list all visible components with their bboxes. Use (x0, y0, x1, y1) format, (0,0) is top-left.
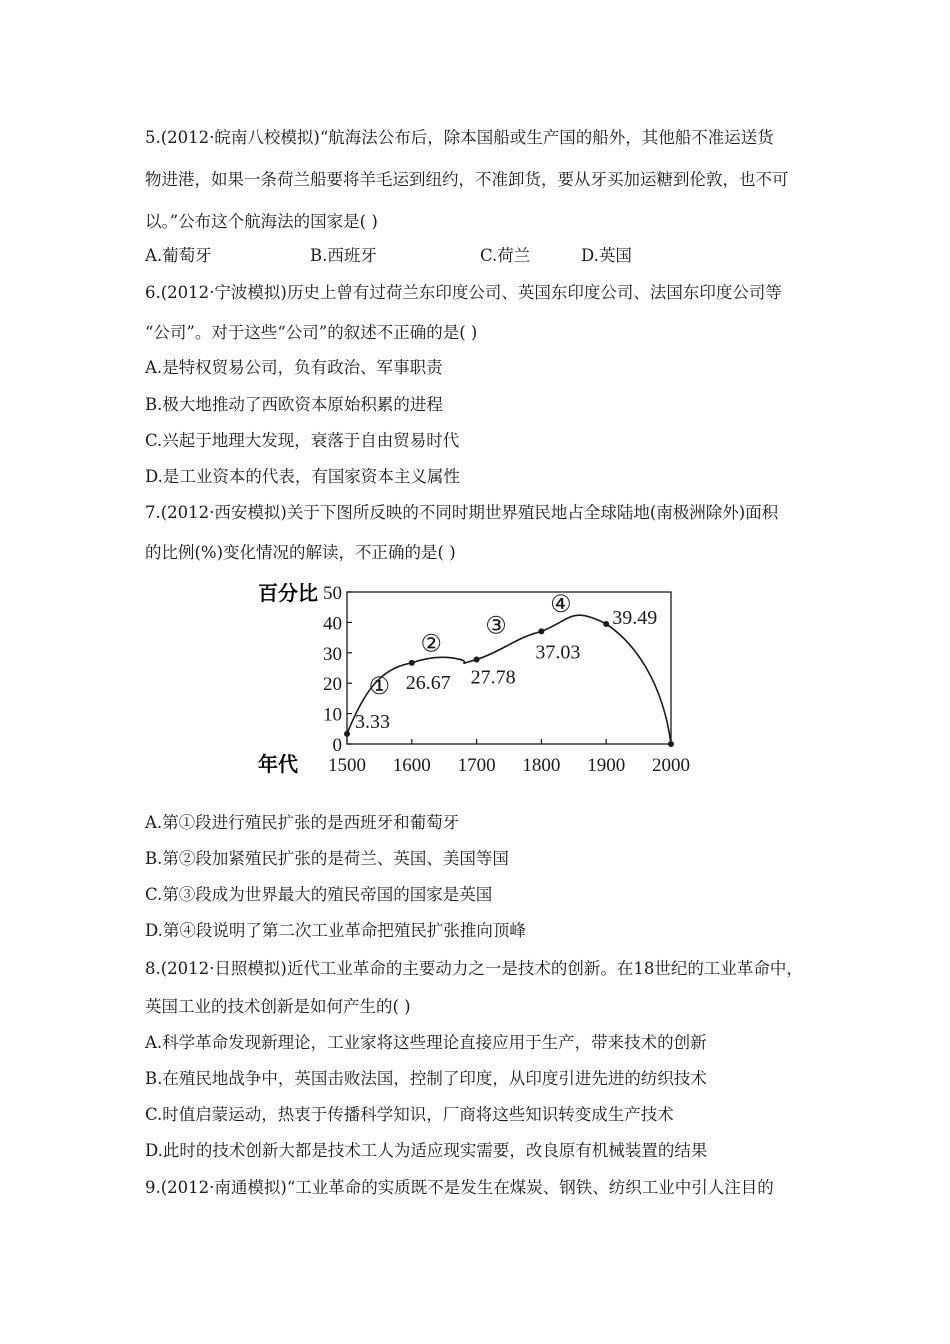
chart-points (344, 607, 674, 747)
chart-y-tick-label: 40 (323, 613, 342, 635)
chart-data-point (668, 741, 674, 747)
chart-data-point (538, 628, 544, 634)
q6-option-d: D.是工业资本的代表，有国家资本主义属性 (145, 467, 460, 486)
chart-segment-label: ① (368, 674, 391, 701)
chart-data-point (409, 660, 415, 666)
q7-option-b: B.第②段加紧殖民扩张的是荷兰、英国、美国等国 (145, 849, 509, 868)
chart-x-tick-label: 1600 (392, 755, 431, 776)
chart-x-tick-label: 1800 (522, 755, 561, 776)
chart-data-label: 39.49 (612, 606, 658, 629)
q5-option-c: C.荷兰 (480, 246, 531, 265)
q7-option-a: A.第①段进行殖民扩张的是西班牙和葡萄牙 (145, 813, 460, 832)
chart-data-label: 27.78 (470, 666, 516, 689)
chart-ylabel: 百分比 (258, 583, 318, 605)
q6-option-c: C.兴起于地理大发现，衰落于自由贸易时代 (145, 431, 460, 450)
q6-option-b: B.极大地推动了西欧资本原始积累的进程 (145, 395, 443, 414)
chart-xlabel: 年代 (258, 754, 298, 776)
chart-y-tick-label: 50 (323, 583, 342, 604)
chart-data-point (603, 621, 609, 627)
q5-option-b: B.西班牙 (310, 246, 377, 265)
q8-option-c: C.时值启蒙运动，热衷于传播科学知识，厂商将这些知识转变成生产技术 (145, 1105, 674, 1124)
q5-line-3: 以。”公布这个航海法的国家是( ) (145, 212, 378, 231)
chart-y-tick-label: 20 (323, 674, 342, 696)
chart-data-label: 26.67 (405, 671, 451, 694)
q6-line-2: “公司”。对于这些“公司”的叙述不正确的是( ) (145, 323, 478, 342)
q8-line-1: 8.(2012·日照模拟)近代工业革命的主要动力之一是技术的创新。在18世纪的工业革命中， (145, 959, 803, 978)
q7-line-2: 的比例(%)变化情况的解读，不正确的是( ) (145, 543, 456, 562)
q5-options (145, 245, 745, 267)
chart-x-tick-label: 2000 (652, 755, 690, 776)
chart-segment-label: ④ (550, 592, 572, 619)
chart-y-tick-label: 10 (323, 704, 342, 726)
q5-option-a: A.葡萄牙 (145, 246, 212, 265)
q6-line-1: 6.(2012·宁波模拟)历史上曾有过荷兰东印度公司、英国东印度公司、法国东印度公司等 (145, 283, 782, 302)
chart-data-label: 37.03 (535, 641, 581, 664)
q5-option-d: D.英国 (581, 246, 632, 265)
q5-line-2: 物进港，如果一条荷兰船要将羊毛运到纽约，不准卸货，要从牙买加运糖到伦敦，也不可 (145, 170, 789, 189)
q8-line-2: 英国工业的技术创新是如何产生的( ) (145, 997, 411, 1016)
chart-x-tick-label: 1700 (457, 755, 496, 776)
chart-y-tick-label: 0 (332, 735, 342, 756)
chart-data-point (474, 657, 480, 663)
q9-line-1: 9.(2012·南通模拟)“工业革命的实质既不是发生在煤炭、钢铁、纺织工业中引人注目的 (145, 1178, 774, 1197)
chart-data-point (344, 731, 350, 737)
q5-line-1: 5.(2012·皖南八校模拟)“航海法公布后，除本国船或生产国的船外，其他船不准运送货 (145, 128, 774, 147)
q7-line-1: 7.(2012·西安模拟)关于下图所反映的不同时期世界殖民地占全球陆地(南极洲除外)面积 (145, 503, 779, 522)
q8-option-d: D.此时的技术创新大都是技术工人为适应现实需要，改良原有机械装置的结果 (145, 1141, 708, 1160)
chart-x-tick-label: 1900 (587, 755, 626, 776)
chart-segment-label: ③ (485, 613, 507, 640)
chart-x-tick-label: 1500 (328, 755, 366, 776)
q7-option-d: D.第④段说明了第二次工业革命把殖民扩张推向顶峰 (145, 921, 526, 940)
chart-data-label: 3.33 (355, 710, 390, 733)
chart-segment-label: ② (420, 631, 442, 658)
q8-option-a: A.科学革命发现新理论，工业家将这些理论直接应用于生产，带来技术的创新 (145, 1033, 707, 1052)
q8-option-b: B.在殖民地战争中，英国击败法国，控制了印度，从印度引进先进的纺织技术 (145, 1069, 707, 1088)
chart-y-tick-label: 30 (323, 643, 342, 665)
colony-area-chart (240, 578, 700, 778)
q6-option-a: A.是特权贸易公司，负有政治、军事职责 (145, 358, 443, 377)
q7-option-c: C.第③段成为世界最大的殖民帝国的国家是英国 (145, 885, 493, 904)
